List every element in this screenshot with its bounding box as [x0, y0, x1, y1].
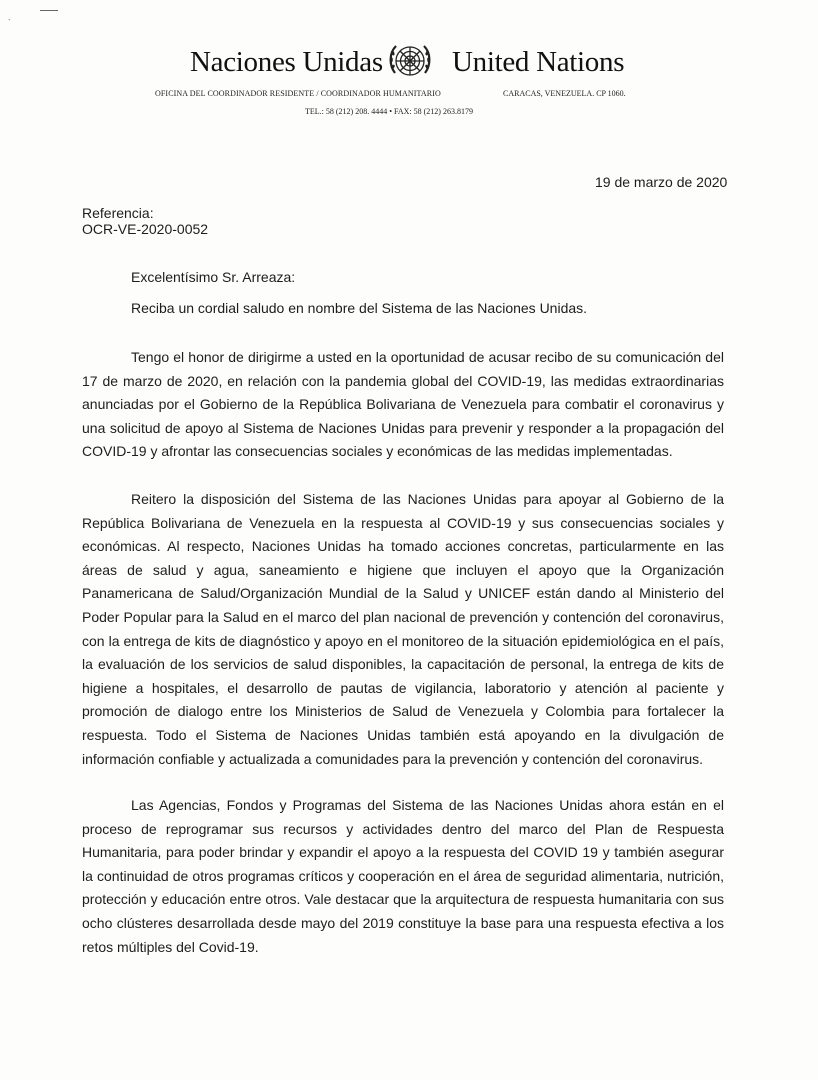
body-paragraph-2: Reitero la disposición del Sistema de las Naciones Unidas para apoyar al Gobierno de la República Bolivariana de Venezuela en la respuesta al COVID-19 y sus consecuencias sociales y económicas. Al respecto, Naciones Unidas ha tomado acciones concretas, particularmente en las áreas de salud y agua, saneamiento e higiene que incluyen el apoyo que la Organización Panamericana de Salud/Organización Mundial de la Salud y UNICEF están dando al Ministerio del Poder Popular para la Salud en el marco del plan nacional de prevención y contención del coronavirus, con la entrega de kits de diagnóstico y apoyo en el monitoreo de la situación epidemiológica en el país, la evaluación de los servicios de salud disponibles, la capacitación de personal, la entrega de kits de higiene a hospitales, el desarrollo de pautas de vigilancia, laboratorio y atención al paciente y promoción de dialogo entre los Ministerios de Salud de Venezuela y Colombia para fortalecer la respuesta. Todo el Sistema de Naciones Unidas también está apoyando en la divulgación de información confiable y actualizada a comunidades para la prevención y contención del coronavirus. [82, 491, 724, 767]
reference-value: OCR-VE-2020-0052 [82, 221, 209, 237]
reference-label: Referencia: [82, 205, 154, 221]
scan-mark: ` [8, 18, 11, 28]
letter-date: 19 de marzo de 2020 [595, 174, 728, 190]
greeting: Reciba un cordial saludo en nombre del Sistema de las Naciones Unidas. [131, 300, 588, 316]
letterhead-contact: TEL.: 58 (212) 208. 4444 • FAX: 58 (212) 263.8179 [305, 107, 473, 116]
un-emblem-icon [386, 37, 434, 85]
body-paragraph-3: Las Agencias, Fondos y Programas del Sistema de las Naciones Unidas ahora están en el proceso de reprogramar sus recursos y actividades dentro del marco del Plan de Respuesta Humanitaria, para poder brindar y expandir el apoyo a la respuesta del COVID 19 y también asegurar la continuidad de otros programas críticos y cooperación en el área de seguridad alimentaria, nutrición, protección y educación entre otros. Vale destacar que la arquitectura de respuesta humanitaria con sus ocho clústeres desarrollada desde mayo del 2019 constituye la base para una respuesta efectiva a los retos múltiples del Covid-19. [82, 797, 724, 955]
letterhead-name-en: United Nations [452, 46, 625, 78]
letterhead-city: CARACAS, VENEZUELA. CP 1060. [503, 89, 626, 98]
body-paragraph-1: Tengo el honor de dirigirme a usted en la oportunidad de acusar recibo de su comunicación del 17 de marzo de 2020, en relación con la pandemia global del COVID-19, las medidas extraordinarias anunciadas por el Gobierno de la República Bolivariana de Venezuela para combatir el coronavirus y una solicitud de apoyo al Sistema de Naciones Unidas para prevenir y responder a la propagación del COVID-19 y afrontar las consecuencias sociales y económicas de las medidas implementadas. [82, 349, 724, 460]
salutation: Excelentísimo Sr. Arreaza: [131, 269, 296, 285]
letterhead-office: OFICINA DEL COORDINADOR RESIDENTE / COORDINADOR HUMANITARIO [155, 89, 441, 98]
scan-mark-line [40, 10, 58, 11]
letterhead-name-es: Naciones Unidas [190, 46, 383, 78]
